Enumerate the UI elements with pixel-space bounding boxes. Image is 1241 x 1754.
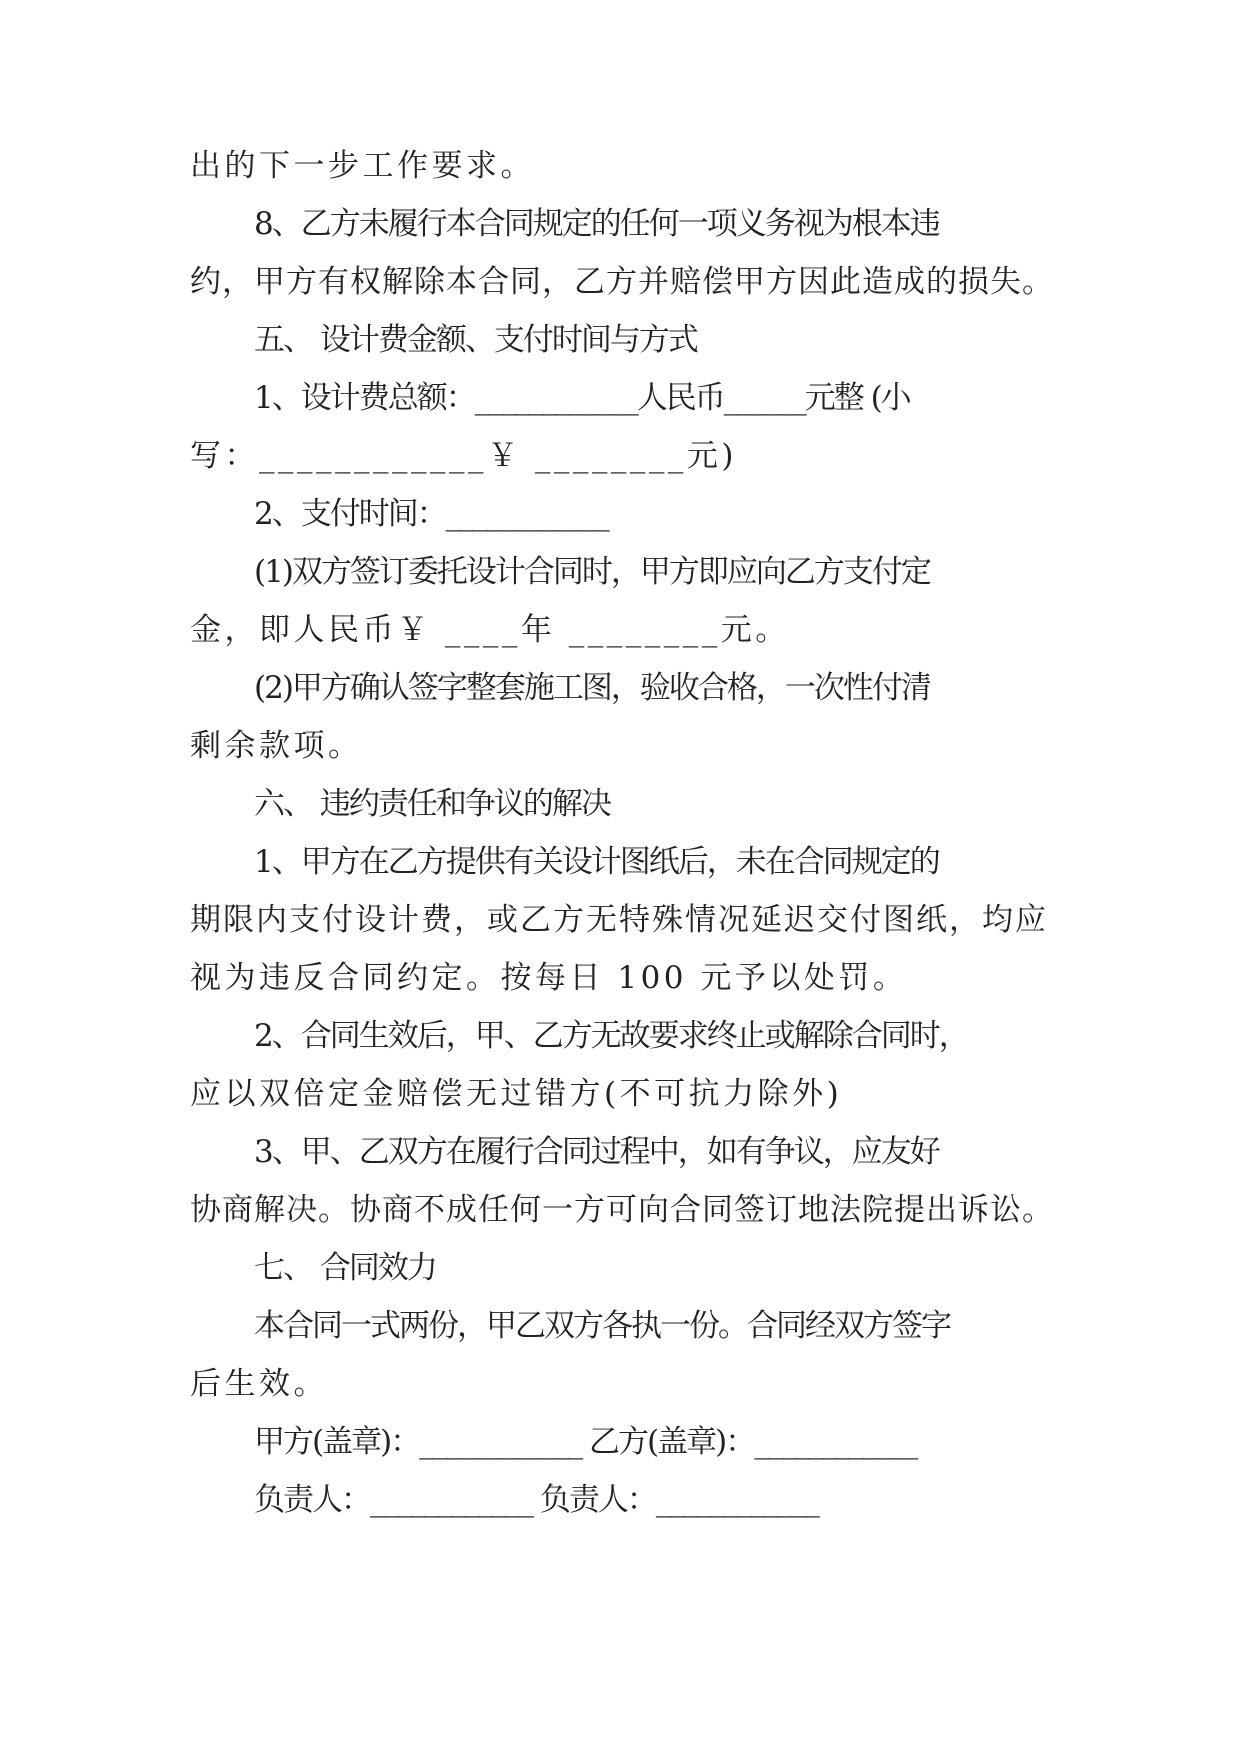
text-line: 出的下一步工作要求。: [190, 148, 535, 184]
section-heading: 五、 设计费金额、支付时间与方式: [254, 322, 697, 358]
text-line: (2)甲方确认签字整套施工图，验收合格，一次性付清: [254, 670, 930, 706]
text-line: 写：____________￥ ________元): [190, 438, 737, 474]
text-line: 金，即人民币￥ ____年 ________元。: [190, 612, 790, 648]
text-line: 后生效。: [190, 1366, 328, 1402]
text-line: 协商解决。协商不成任何一方可向合同签订地法院提出诉讼。: [190, 1192, 1054, 1228]
text-line: 1、设计费总额：____________人民币______元整 (小: [254, 380, 910, 416]
text-line: 剩余款项。: [190, 728, 363, 764]
text-line: (1)双方签订委托设计合同时，甲方即应向乙方支付定: [254, 554, 930, 590]
text-line: 3、甲、乙双方在履行合同过程中，如有争议，应友好: [254, 1134, 939, 1170]
signature-line: 负责人：____________ 负责人：____________: [254, 1482, 818, 1518]
text-line: 应以双倍定金赔偿无过错方(不可抗力除外): [190, 1076, 843, 1112]
text-line: 本合同一式两份，甲乙双方各执一份。合同经双方签字: [254, 1308, 950, 1344]
section-heading: 七、 合同效力: [254, 1250, 436, 1286]
text-line: 视为违反合同约定。按每日 100 元予以处罚。: [190, 960, 908, 996]
text-line: 约，甲方有权解除本合同，乙方并赔偿甲方因此造成的损失。: [190, 264, 1054, 300]
text-line: 2、支付时间：____________: [254, 496, 608, 532]
signature-line: 甲方(盖章)：____________ 乙方(盖章)：____________: [254, 1424, 917, 1460]
section-heading: 六、 违约责任和争议的解决: [254, 786, 610, 822]
text-line: 期限内支付设计费，或乙方无特殊情况延迟交付图纸，均应: [190, 902, 1048, 938]
text-line: 1、甲方在乙方提供有关设计图纸后，未在合同规定的: [254, 844, 939, 880]
text-line: 2、合同生效后，甲、乙方无故要求终止或解除合同时，: [254, 1018, 968, 1054]
text-line: 8、乙方未履行本合同规定的任何一项义务视为根本违: [254, 206, 939, 242]
